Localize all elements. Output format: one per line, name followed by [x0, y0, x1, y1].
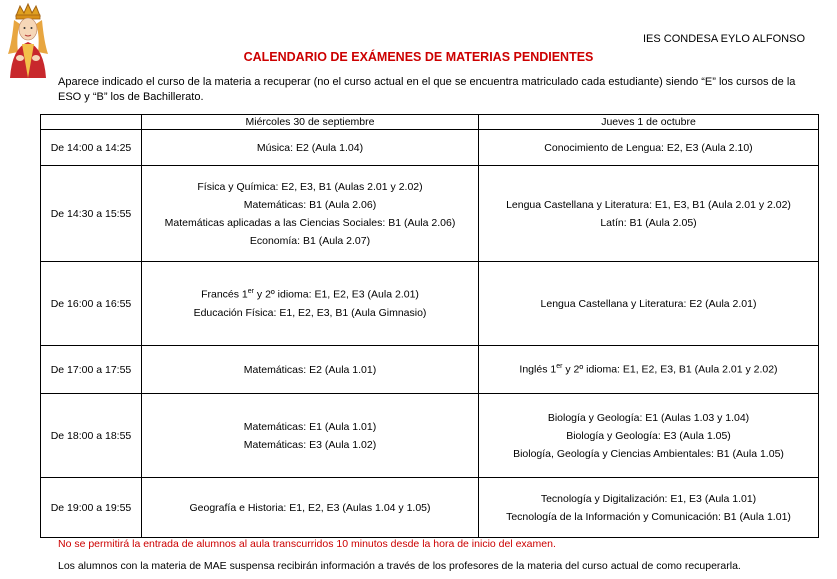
exam-entry: Matemáticas: E3 (Aula 1.02): [243, 438, 377, 451]
thursday-exams-cell: [479, 478, 819, 538]
wednesday-exams-cell: [142, 130, 479, 166]
wednesday-exams-cell: [142, 394, 479, 478]
table-row: [41, 166, 819, 262]
time-slot-cell: De 17:00 a 17:55: [41, 346, 142, 394]
exam-entry: Matemáticas: B1 (Aula 2.06): [243, 198, 377, 211]
time-slot-cell: De 14:30 a 15:55: [41, 166, 142, 262]
wednesday-exams-cell: [142, 262, 479, 346]
table-header-row: [41, 115, 819, 130]
exam-entry: Economía: B1 (Aula 2.07): [249, 234, 371, 247]
thursday-exams-cell: [479, 394, 819, 478]
exam-entry: Educación Física: E1, E2, E3, B1 (Aula Gimnasio): [193, 306, 427, 319]
exam-entry: Lengua Castellana y Literatura: E2 (Aula 2.01): [540, 297, 757, 310]
table-row: [41, 346, 819, 394]
header-day-wednesday: Miércoles 30 de septiembre: [142, 115, 479, 130]
exam-entry: Inglés 1er y 2º idioma: E1, E2, E3, B1 (Aula 2.01 y 2.02): [519, 363, 778, 376]
queen-logo-icon: [2, 2, 54, 78]
exam-entry: Tecnología de la Información y Comunicación: B1 (Aula 1.01): [506, 510, 791, 523]
table-row: [41, 130, 819, 166]
info-note: Los alumnos con la materia de MAE suspensa recibirán información a través de los profesores de la materia del curso actual de como recuperarla.: [58, 560, 741, 572]
exam-schedule-table: [40, 114, 819, 538]
time-slot-cell: De 14:00 a 14:25: [41, 130, 142, 166]
page-title: CALENDARIO DE EXÁMENES DE MATERIAS PENDIENTES: [243, 50, 594, 64]
exam-entry: Francés 1er y 2º idioma: E1, E2, E3 (Aula 2.01): [201, 288, 419, 301]
thursday-exams-cell: [479, 346, 819, 394]
exam-entry: Biología, Geología y Ciencias Ambientales: B1 (Aula 1.05): [513, 447, 784, 460]
exam-entry: Conocimiento de Lengua: E2, E3 (Aula 2.10): [544, 141, 753, 154]
table-row: [41, 262, 819, 346]
exam-entry: Geografía e Historia: E1, E2, E3 (Aulas 1.04 y 1.05): [189, 501, 431, 514]
wednesday-exams-cell: [142, 346, 479, 394]
table-row: [41, 478, 819, 538]
warning-note: No se permitirá la entrada de alumnos al aula transcurridos 10 minutos desde la hora de inicio del examen.: [58, 538, 556, 550]
time-slot-cell: De 18:00 a 18:55: [41, 394, 142, 478]
intro-text: Aparece indicado el curso de la materia a recuperar (no el curso actual en el que se encuentra matriculado cada estudiante) siendo “E” los cursos de la ESO y “B” los de Bachillerato.: [58, 76, 796, 103]
thursday-exams-cell: [479, 130, 819, 166]
exam-entry: Música: E2 (Aula 1.04): [256, 141, 364, 154]
wednesday-exams-cell: [142, 478, 479, 538]
exam-entry: Biología y Geología: E3 (Aula 1.05): [566, 429, 731, 442]
school-name: IES CONDESA EYLO ALFONSO: [643, 33, 805, 45]
exam-entry: Latín: B1 (Aula 2.05): [600, 216, 697, 229]
exam-entry: Matemáticas aplicadas a las Ciencias Sociales: B1 (Aula 2.06): [164, 216, 456, 229]
table-row: [41, 394, 819, 478]
exam-entry: Física y Química: E2, E3, B1 (Aulas 2.01 y 2.02): [197, 180, 423, 193]
exam-entry: Matemáticas: E2 (Aula 1.01): [243, 363, 377, 376]
exam-entry: Lengua Castellana y Literatura: E1, E3, B1 (Aula 2.01 y 2.02): [506, 198, 791, 211]
thursday-exams-cell: [479, 166, 819, 262]
exam-entry: Tecnología y Digitalización: E1, E3 (Aula 1.01): [540, 492, 757, 505]
thursday-exams-cell: [479, 262, 819, 346]
time-slot-cell: De 19:00 a 19:55: [41, 478, 142, 538]
wednesday-exams-cell: [142, 166, 479, 262]
header-empty-cell: [41, 115, 142, 130]
exam-entry: Biología y Geología: E1 (Aulas 1.03 y 1.04): [547, 411, 750, 424]
time-slot-cell: De 16:00 a 16:55: [41, 262, 142, 346]
header-day-thursday: Jueves 1 de octubre: [479, 115, 819, 130]
exam-entry: Matemáticas: E1 (Aula 1.01): [243, 420, 377, 433]
